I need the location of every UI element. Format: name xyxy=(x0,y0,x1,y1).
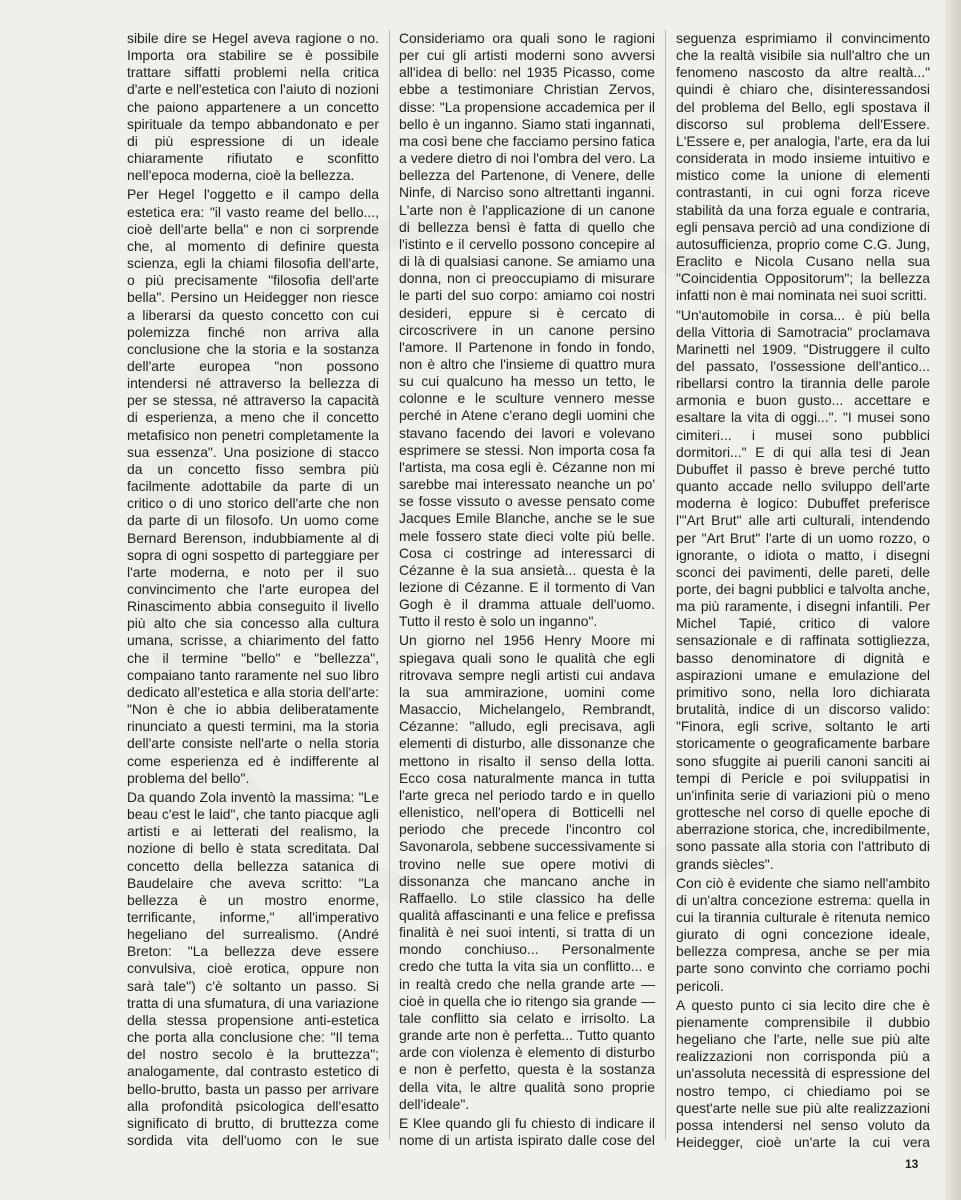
text-column-3 xyxy=(676,30,930,1150)
paragraph: "Un'automobile in corsa... è più bella della Vittoria di Samotracia" proclamava Marinetti nel 1909. "Distruggere il culto del passato, l'ossessione dell'antico... ribellarsi contro la tirannia delle parole armonia e buon gusto... accettare e esaltare la vita di oggi...". "I musei sono cimiteri... i musei sono pubblici dormitori..." E di qui alla tesi di Jean Dubuffet il passo è breve perché tutto quanto accade nello sviluppo dell'arte moderna è logico: Dubuffet preferisce l'"Art Brut" alle arti culturali, intendendo per "Art Brut" l'arte di un uomo rozzo, o ignorante, o idiota o matto, i disegni sconci dei pavimenti, delle pareti, delle porte, dei bagni pubblici e talvolta anche, ma più raramente, i disegni infantili. Per Michel Tapié, critico di valore sensazionale e di raffinata sottigliezza, basso denominatore di dignità e aspirazioni umane e emulazione del primitivo sono, nella loro dichiarata brutalità, indice di un discorso valido: "Finora, egli scrive, soltanto le arti storicamente o geograficamente barbare sono sfuggite ai puerili canoni sanciti ai tempi di Pericle e poi sviluppatisi in un'infinita serie di variazioni più o meno grottesche nel corso di quelle epoche di aberrazione storica, che, incredibilmente, sono passate alla storia con l'attributo di grands siècles". xyxy=(676,306,930,872)
page-number: 13 xyxy=(905,1157,919,1171)
paragraph: Un giorno nel 1956 Henry Moore mi spiegava quali sono le qualità che egli ritrovava sempre negli artisti cui andava la sua ammirazione, uomini come Masaccio, Michelangelo, Rembrandt, Cézanne: "alludo, egli precisava, agli elementi di disturbo, alle dissonanze che mettono in risalto il senso della lotta. Ecco cosa naturalmente manca in tutta l'arte greca nel periodo tardo e in quello ellenistico, nell'opera di Botticelli nel periodo che precede l'incontro col Savonarola, sebbene successivamente si trovino nelle sue opere motivi di dissonanza che mancano anche in Raffaello. Lo stile classico ha delle qualità affascinanti e una felice e prefissa finalità è nei suoi intenti, si tratta di un mondo conchiuso... Personalmente credo che tutta la vita sia un conflitto... e in realtà credo che nella grande arte — cioè in quella che io ritengo sia grande — tale conflitto sia celato e irrisolto. La grande arte non è perfetta... Tutto quanto arde con violenza è elemento di disturbo e non è perfetto, questa è la sostanza della vita, le altre qualità sono proprie dell'ideale". xyxy=(399,632,655,1112)
column-divider xyxy=(389,30,390,1140)
paragraph: seguenza esprimiamo il convincimento che la realtà visibile sia null'altro che un fenomeno nascosto da altre realtà..." quindi è chiaro che, disinteressandosi del problema del Bello, egli spostava il discorso sul problema dell'Essere. L'Essere e, per analogia, l'arte, era da lui considerata in modo insieme intuitivo e mistico come la unione di elementi contrastanti, in cui ogni forza riceve stabilità da una forza eguale e contraria, egli pensava perciò ad una condizione di autosufficienza, proprio come C.G. Jung, Eraclito e Nicola Cusano nella sua "Coincidentia Oppositorum"; la bellezza infatti non è mai nominata nei suoi scritti. xyxy=(676,30,930,304)
paragraph: Consideriamo ora quali sono le ragioni per cui gli artisti moderni sono avversi all'idea di bello: nel 1935 Picasso, come ebbe a testimoniare Christian Zervos, disse: "La propensione accademica per il bello è un inganno. Siamo stati ingannati, ma così bene che facciamo persino fatica a vedere dietro di noi l'ombra del vero. La bellezza del Partenone, di Venere, delle Ninfe, di Narciso sono altrettanti inganni. L'arte non è l'applicazione di un canone di bellezza bensì è fatta di quello che l'istinto e il cervello possono concepire al di là di qualsiasi canone. Se amiamo una donna, non ci preoccupiamo di misurare le parti del suo corpo: amiamo coi nostri desideri, eppure si è cercato di circoscrivere in un canone persino l'amore. Il Partenone in fondo in fondo, non è altro che l'insieme di quattro mura su cui qualcuno ha messo un tetto, le colonne e le sculture vennero messe perché in Atene c'erano degli uomini che stavano facendo dei lavori e volevano esprimere se stessi. Non importa cosa fa l'artista, ma cosa egli è. Cézanne non mi sarebbe mai interessato neanche un po' se fosse vissuto o avesse pensato come Jacques Emile Blanche, anche se le sue mele fossero state dieci volte più belle. Cosa ci costringe ad interessarci di Cézanne è la sua ansietà... questa è la lezione di Cézanne. E il tormento di Van Gogh è il dramma attuale dell'uomo. Tutto il resto è solo un inganno". xyxy=(399,30,655,630)
paragraph: sibile dire se Hegel aveva ragione o no. Importa ora stabilire se è possibile trattare siffatti problemi nella critica d'arte e nell'estetica con l'aiuto di nozioni che paiono appartenere a un concetto spirituale da tempo abbandonato e per di più espressione di un ideale chiaramente rifiutato e sconfitto nell'epoca moderna, cioè la bellezza. xyxy=(127,30,379,184)
paragraph: Con ciò è evidente che siamo nell'ambito di un'altra concezione estrema: quella in cui la tirannia culturale è ritenuta nemico giurato di ogni concezione ideale, bellezza compresa, anche se per mia parte sono convinto che corriamo pochi pericoli. xyxy=(676,874,930,994)
paragraph: A questo punto ci sia lecito dire che è pienamente comprensibile il dubbio hegeliano che l'arte, nelle sue più alte realizzazioni non corrisponda più a un'assoluta necessità di espressione del nostro tempo, ci chiediamo poi se quest'arte nelle sue più alte realizzazioni possa intendersi nel senso voluto da Heidegger, cioè un'arte la cui vera xyxy=(676,996,930,1150)
paragraph: Per Hegel l'oggetto e il campo della estetica era: "il vasto reame del bello..., cioè dell'arte bella" e non ci sorprende che, al momento di definire questa scienza, egli la chiami filosofia dell'arte, o più precisamente "filosofia dell'arte bella". Persino un Heidegger non riesce a liberarsi da questo concetto con cui polemizza finché non arriva alla conclusione che la storia e la sostanza dell'arte europea "non possono intendersi né attraverso la bellezza di per se stessa, né attraverso la capacità di esperienza, a meno che il concetto metafisico non penetri completamente la sua essenza". Una posizione di stacco da un concetto fisso sembra più facilmente adottabile da parte di un critico o di uno storico dell'arte che non da parte di un filosofo. Un uomo come Bernard Berenson, indubbiamente al di sopra di ogni sospetto di parteggiare per l'arte moderna, e noto per il suo convincimento che l'arte europea del Rinascimento abbia conseguito il livello più alto che sia concesso alla cultura umana, scrisse, a chiarimento del fatto che il termine "bello" e "bellezza", compaiano tanto raramente nel suo libro dedicato all'estetica e alla storia dell'arte: "Non è che io abbia deliberatamente rinunciato a questi termini, ma la storia dell'arte consiste nell'arte o nella storia come esperienza ed è indifferente al problema del bello". xyxy=(127,186,379,786)
text-column-1 xyxy=(127,30,379,1150)
column-divider xyxy=(665,30,666,1140)
paragraph: Da quando Zola inventò la massima: "Le beau c'est le laid", che tanto piacque agli artisti e ai letterati del realismo, la nozione di bello è stata screditata. Dal concetto della bellezza satanica di Baudelaire che aveva scritto: "La bellezza è un mostro enorme, terrificante, informe," all'imperativo hegeliano del surrealismo. (André Breton: "La bellezza deve essere convulsiva, cioè erotica, oppure non sarà tale") c'è soltanto un passo. Si tratta di una sfumatura, di una variazione della stessa propensione anti-estetica che porta alla conclusione che: "Il tema del nostro secolo è la bruttezza"; analogamente, dal contrasto estetico di bello-brutto, basta un passo per arrivare alla profondità psicologica dell'esatto significato di brutto, di bruttezza come sordida vita dell'uomo con le sue xyxy=(127,788,379,1148)
text-column-2 xyxy=(399,30,655,1150)
paragraph: E Klee quando gli fu chiesto di indicare il nome di un artista ispirato dalle cose del xyxy=(399,1114,655,1148)
page-edge-shadow xyxy=(945,0,961,1200)
